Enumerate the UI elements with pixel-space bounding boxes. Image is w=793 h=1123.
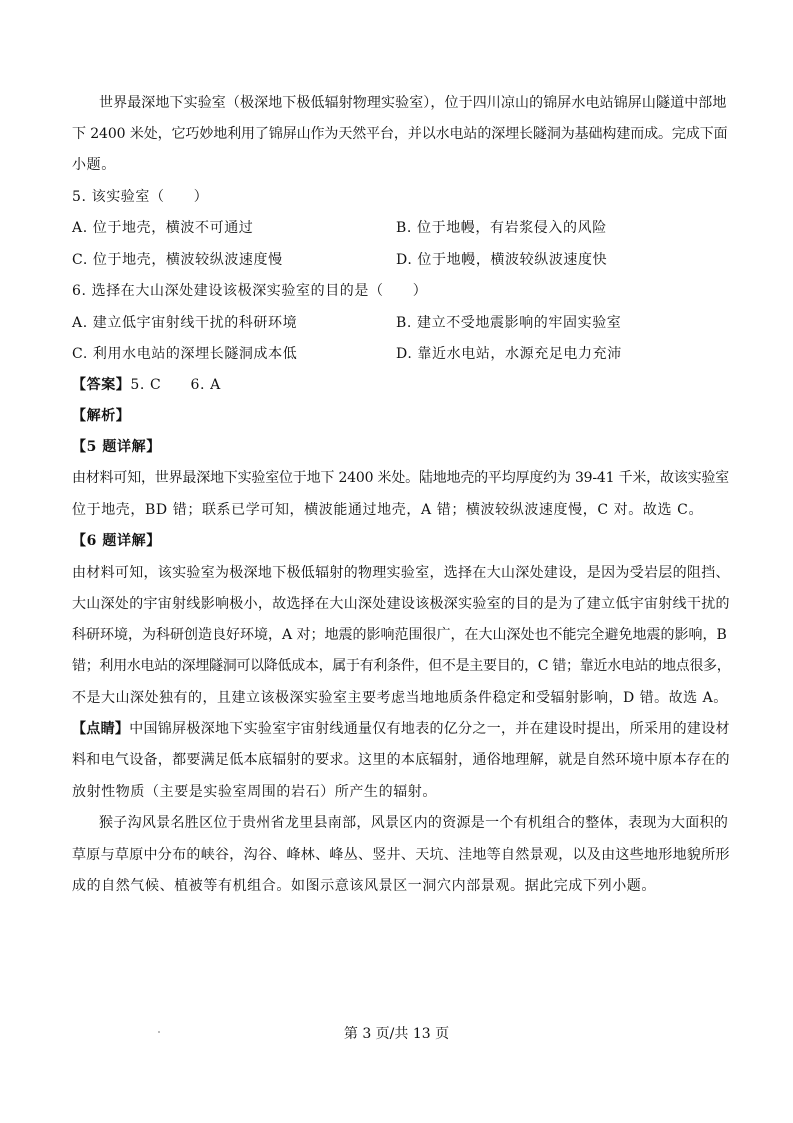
detail6-label: 【6 题详解】 [72,533,161,549]
tip-row [72,719,730,739]
passage1-line2: 下 2400 米处，它巧妙地利用了锦屏山作为天然平台，并以水电站的深埋长隧洞为基础构建而成。完成下面 [72,126,728,142]
detail5-line1: 由材料可知，世界最深地下实验室位于地下 2400 米处。陆地地壳的平均厚度约为 39-41 千米，故该实验室 [72,470,729,486]
question6-option-c: C. 利用水电站的深埋长隧洞成本低 [72,346,298,362]
tip-line1: 中国锦屏极深地下实验室宇宙射线通量仅有地表的亿分之一，并在建设时提出，所采用的建设材 [129,721,730,737]
detail6-line4: 错；利用水电站的深埋隧洞可以降低成本，属于有利条件，但不是主要目的，C 错；靠近水电站的地点很多， [72,658,731,674]
question5-stem: 5. 该实验室（ ） [72,189,209,205]
detail6-line3: 科研环境，为科研创造良好环境，A 对；地震的影响范围很广，在大山深处也不能完全避免地震的影响，B [72,627,727,643]
page-number-footer: 第 3 页/共 13 页 [343,1026,450,1042]
question5-option-d: D. 位于地幔，横波较纵波速度快 [396,252,608,268]
passage1-line3: 小题。 [72,157,116,173]
question6-stem: 6. 选择在大山深处建设该极深实验室的目的是（ ） [72,283,428,299]
detail6-line1: 由材料可知，该实验室为极深地下极低辐射的物理实验室，选择在大山深处建设，是因为受岩层的阻挡、 [72,565,730,581]
answer-row [72,375,221,395]
question6-option-d: D. 靠近水电站，水源充足电力充沛 [396,346,622,362]
answer-label: 【答案】 [72,377,131,393]
detail6-line2: 大山深处的宇宙射线影响极小，故选择在大山深处建设该极深实验室的目的是为了建立低宇宙射线干扰的 [72,596,730,612]
passage2-line2: 草原与草原中分布的峡谷，沟谷、峰林、峰丛、竖井、天坑、洼地等自然景观，以及由这些地形地貌所形 [72,847,730,863]
detail5-label: 【5 题详解】 [72,439,161,455]
tip-label: 【点睛】 [72,721,130,737]
question5-option-b: B. 位于地幔，有岩浆侵入的风险 [396,220,607,236]
question5-option-a: A. 位于地壳，横波不可通过 [72,220,254,236]
question5-option-c: C. 位于地壳，横波较纵波速度慢 [72,252,283,268]
passage1-line1: 世界最深地下实验室（极深地下极低辐射物理实验室），位于四川凉山的锦屏水电站锦屏山隧道中部地 [99,95,727,111]
question6-option-b: B. 建立不受地震影响的牢固实验室 [396,315,622,331]
passage2-line3: 成的自然气候、植被等有机组合。如图示意该风景区一洞穴内部景观。据此完成下列小题。 [72,878,656,894]
tip-line2: 料和电气设备，都要满足低本底辐射的要求。这里的本底辐射，通俗地理解，就是自然环境中原本存在的 [72,752,730,768]
detail6-line5: 不是大山深处独有的，且建立该极深实验室主要考虑当地地质条件稳定和受辐射影响，D 错。故选 A。 [72,690,728,706]
tip-line3: 放射性物质（主要是实验室周围的岩石）所产生的辐射。 [72,784,437,800]
passage2-line1: 猴子沟风景名胜区位于贵州省龙里县南部，风景区内的资源是一个有机组合的整体，表现为大面积的 [99,815,729,831]
analysis-label: 【解析】 [72,408,131,424]
answer-text: 5. C 6. A [130,377,221,393]
question6-option-a: A. 建立低宇宙射线干扰的科研环境 [72,315,298,331]
detail5-line2: 位于地壳，BD 错；联系已学可知，横波能通过地壳，A 错；横波较纵波速度慢，C 对。故选 C。 [72,502,704,518]
